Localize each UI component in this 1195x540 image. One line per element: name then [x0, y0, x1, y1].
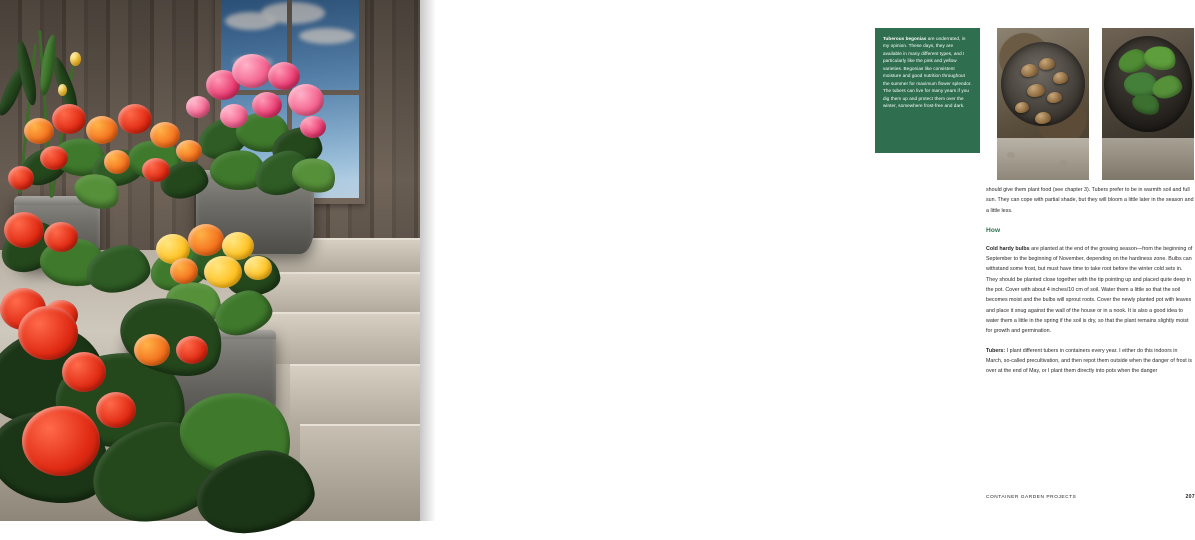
- stone-step-lower: [268, 312, 420, 364]
- paragraph-text: are planted at the end of the growing season—from the beginning of September to the beginning of November, depending on the hardiness zone. Bulbs can withstand some frost, but must have time to take root before the winter cold sets in. They should be planted close together with the tip pointing up and placed quite deep in the pot. Cover with about 4 inches/10 cm of soil. Water them a little so that the soil becomes moist and the bulbs will sprout roots. Cover the newly planted pot with leaves and place it snug against the wall of the house or in a nook. It is also a good idea to water them a little in the spring if the soil is dry, so that the plant remains slightly moist for growth and germination.: [986, 245, 1193, 335]
- paragraph-tubers: [986, 346, 1195, 377]
- right-text-page: [420, 0, 1195, 521]
- footer-section-label: CONTAINER GARDEN PROJECTS: [986, 495, 1077, 500]
- paragraph-lead: Tubers:: [986, 347, 1006, 354]
- continued-paragraph: should give them plant food (see chapter 3). Tubers prefer to be in warmth soil and full sun. They can cope with partial shade, but they will bloom a little later in the season and a little less.: [986, 187, 1194, 214]
- callout-box: [875, 28, 980, 153]
- subhead-how: How: [986, 226, 1001, 234]
- body-column: [986, 185, 1195, 377]
- stone-step-bottom: [290, 364, 420, 424]
- tubers-in-pot-photo: [997, 28, 1089, 180]
- sprouted-begonia-photo: [1102, 28, 1194, 180]
- paragraph-cold-hardy-bulbs: [986, 244, 1195, 337]
- page-number: 207: [1185, 494, 1195, 500]
- paragraph-lead: Cold hardy bulbs: [986, 245, 1030, 252]
- container-garden-photo: [0, 0, 420, 521]
- paragraph-text: I plant different tubers in containers every year. I either do this indoors in March, so-called precultivation, and then repot them outside when the danger of frost is over at the end of May, or I plant them directly into pots when the danger: [986, 347, 1193, 375]
- callout-lead: Tuberous begonias: [883, 36, 927, 41]
- page-footer: [986, 494, 1195, 500]
- left-photo-page: [0, 0, 420, 521]
- stone-paving: [300, 424, 420, 521]
- callout-text: are underrated, in my opinion. These days, they are available in many different types, and I particularly like the pink and yellow varieties. Begonias like consistent moisture and good nutrition throughout the summer for maximum flower splendor. The tubers can live for many years if you dig them up and protect them over the winter, somewhere frost-free and dark.: [883, 36, 972, 108]
